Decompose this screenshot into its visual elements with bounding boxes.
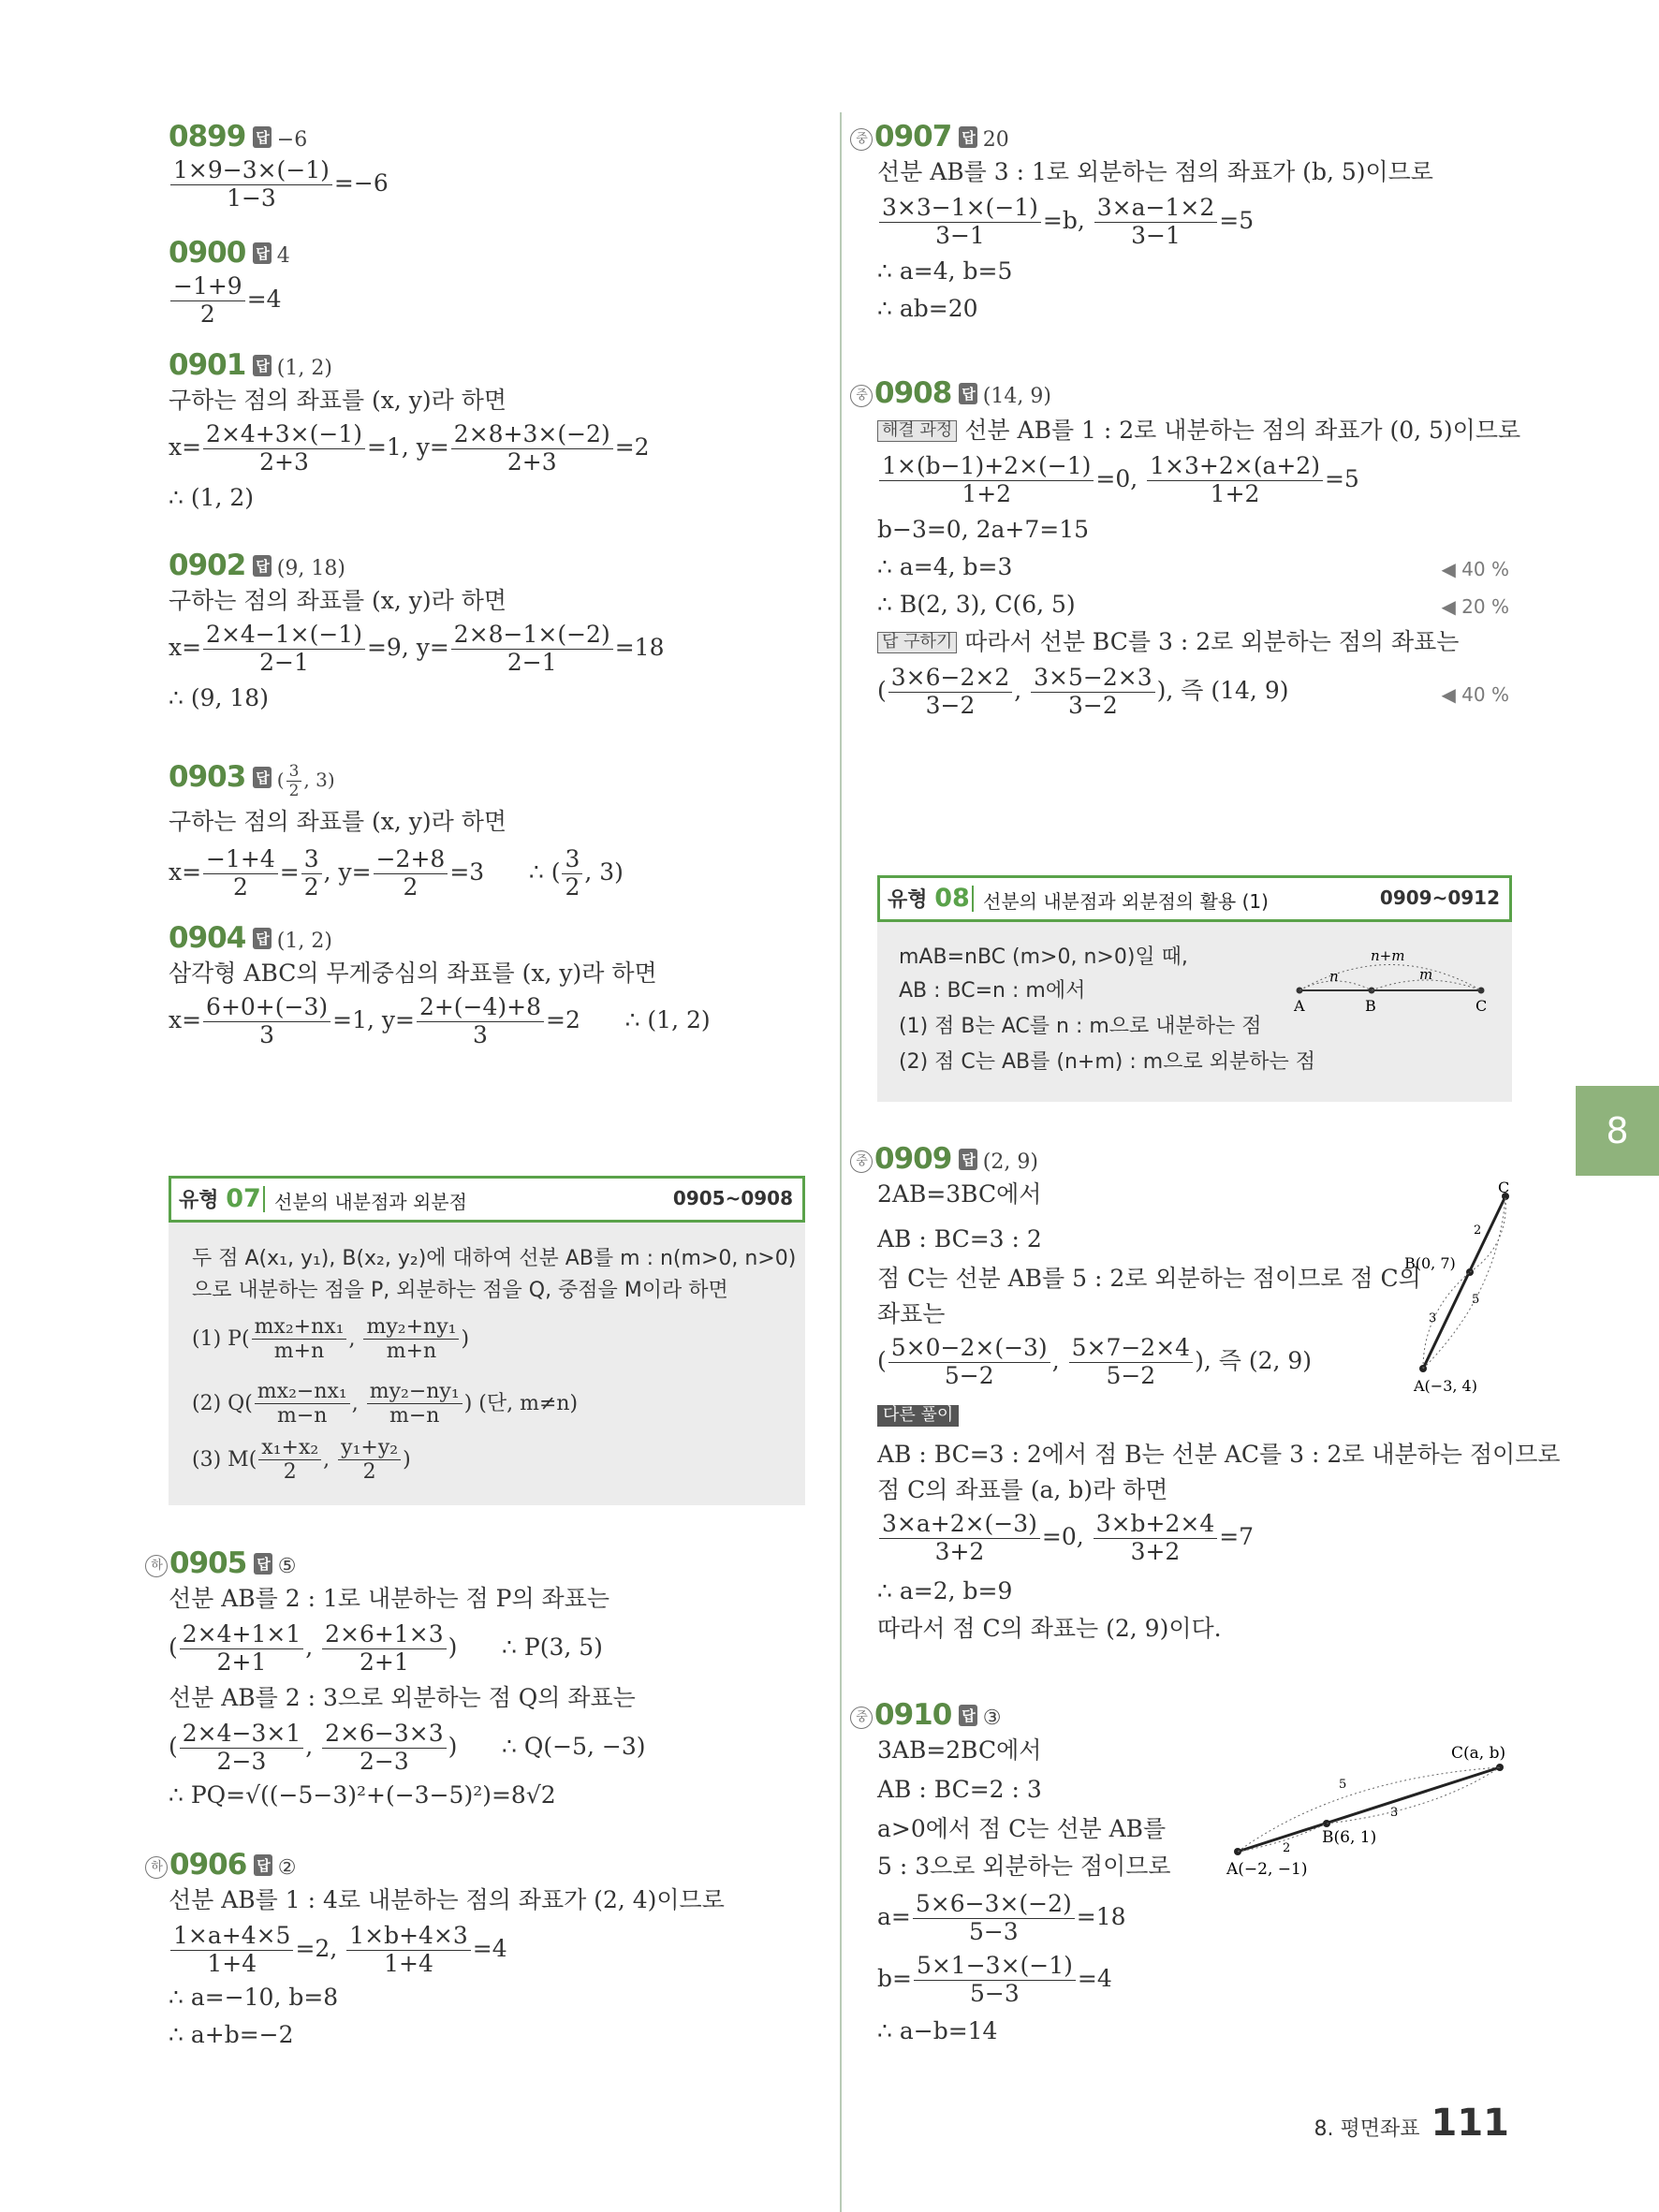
type07-item1: (1) P( $\frac{\text{mx₂+nx₁}}{m+n}$ , $\frac{\text{my₂+ny₁}}{m+n}$ )	[192, 1315, 470, 1364]
type07-item3: (3) M( $\frac{\text{x₁+x₂}}{2}$ , $\frac{\text{y₁+y₂}}{2}$ )	[192, 1436, 411, 1485]
type08-body-line1: mAB=nBC (m>0, n>0)일 때,	[899, 945, 1188, 969]
problem-0910-eq2: b= $\frac{5\times 1-3\times(-1)}{5-3}$ =4	[877, 1952, 1112, 2007]
problem-0910-line4: 5 : 3으로 외분하는 점이므로	[877, 1853, 1171, 1880]
problem-0910-number: 중 0910 답 ③	[850, 1698, 1002, 1732]
problem-0905-line3: ∴ PQ=√((−5−3)²+(−3−5)²)=8√2	[169, 1781, 556, 1809]
problem-0908-line3: ∴ a=4, b=3	[877, 553, 1013, 580]
svg-text:C: C	[1498, 1181, 1510, 1196]
problem-0909-eq2: $\frac{3\times a+2\times(-3)}{3+2}$ =0, $\frac{3\times b+2\times 4}{3+2}$ =7	[877, 1511, 1254, 1566]
problem-0900-number: 0900 답 4	[169, 236, 290, 270]
solution-process-tag: 해결 과정	[877, 420, 957, 442]
problem-0905-line1: 선분 AB를 2 : 1로 내분하는 점 P의 좌표는	[169, 1585, 610, 1612]
problem-0910-line1: 3AB=2BC에서	[877, 1736, 1042, 1764]
problem-0907-number: 중 0907 답 20	[850, 120, 1009, 154]
problem-0907-line2: ∴ a=4, b=5	[877, 257, 1013, 285]
problem-0910-line2: AB : BC=2 : 3	[877, 1776, 1042, 1803]
get-answer-tag: 답 구하기	[877, 632, 957, 653]
svg-text:3: 3	[1390, 1806, 1399, 1820]
problem-0906-eq: $\frac{1\times a+4\times 5}{1+4}$ =2, $\frac{1\times b+4\times 3}{1+4}$ =4	[169, 1923, 507, 1978]
svg-text:m: m	[1419, 966, 1433, 983]
problem-0910-line5: ∴ a−b=14	[877, 2017, 998, 2044]
problem-0908-line4: ∴ B(2, 3), C(6, 5)	[877, 591, 1076, 618]
problem-0905-eq1: ( $\frac{2\times 4+1\times 1}{2+1}$ , $\frac{2\times 6+1\times 3}{2+1}$ ) ∴ P(3, 5)	[169, 1620, 603, 1676]
problem-0904-equation: x= $\frac{6+0+(-3)}{3}$ =1, y= $\frac{2+(-4)+8}{3}$ =2 ∴ (1, 2)	[169, 993, 711, 1048]
problem-0905-number: 하 0905 답 ⑤	[145, 1546, 297, 1580]
problem-0907-line3: ∴ ab=20	[877, 295, 978, 322]
problem-0910-eq1: a= $\frac{5\times 6-3\times(-2)}{5-3}$ =18	[877, 1890, 1126, 1945]
problem-0909-line3: 점 C는 선분 AB를 5 : 2로 외분하는 점이므로 점 C의	[877, 1265, 1421, 1292]
problem-0908-line2: b−3=0, 2a+7=15	[877, 516, 1090, 543]
problem-0909-diagram	[1404, 1181, 1545, 1397]
problem-0908-eq2: ( $\frac{3\times 6-2\times 2}{3-2}$ , $\frac{3\times 5-2\times 3}{3-2}$ ), 즉 (14, 9)	[877, 664, 1289, 719]
svg-text:C: C	[1475, 997, 1488, 1015]
problem-0909-number: 중 0909 답 (2, 9)	[850, 1142, 1038, 1176]
type07-body-line1: 두 점 A(x₁, y₁), B(x₂, y₂)에 대하여 선분 AB를 m : n(m>0, n>0)	[192, 1247, 797, 1270]
svg-text:A(−3, 4): A(−3, 4)	[1414, 1377, 1477, 1395]
type08-header: 유형 08 선분의 내분점과 외분점의 활용 (1) 0909~0912	[877, 875, 1512, 922]
svg-text:A(−2, −1): A(−2, −1)	[1226, 1860, 1308, 1879]
problem-0909-line1: 2AB=3BC에서	[877, 1180, 1042, 1208]
problem-0907-eq: $\frac{3\times 3-1\times(-1)}{3-1}$ =b, $\frac{3\times a-1\times 2}{3-1}$ =5	[877, 195, 1254, 250]
page-number: 111	[1431, 2102, 1509, 2145]
problem-0905-line2: 선분 AB를 2 : 3으로 외분하는 점 Q의 좌표는	[169, 1684, 636, 1711]
problem-0909-line6: AB : BC=3 : 2에서 점 B는 선분 AC를 3 : 2로 내분하는 점이므로	[877, 1441, 1561, 1468]
problem-0900-solution: $\frac{-1+9}{2}$ =4	[169, 273, 282, 329]
problem-0901-text: 구하는 점의 좌표를 (x, y)라 하면	[169, 387, 507, 414]
type07-header: 유형 07 선분의 내분점과 외분점 0905~0908	[169, 1176, 805, 1223]
svg-text:2: 2	[1283, 1841, 1291, 1855]
problem-0907-line1: 선분 AB를 3 : 1로 외분하는 점의 좌표가 (b, 5)이므로	[877, 158, 1433, 185]
svg-text:3: 3	[1429, 1311, 1437, 1326]
type08-title: 선분의 내분점과 외분점의 활용 (1)	[983, 890, 1269, 913]
problem-0899-solution: $\frac{1\times 9-3\times(-1)}{1-3}$ =−6	[169, 157, 389, 212]
problem-0910-diagram	[1217, 1741, 1517, 1891]
problem-0908-eq1: $\frac{1\times(b-1)+2\times(-1)}{1+2}$ =0, $\frac{1\times 3+2\times(a+2)}{1+2}$ =5	[877, 453, 1359, 508]
type07-title: 선분의 내분점과 외분점	[274, 1191, 467, 1213]
type08-segment-diagram	[1283, 944, 1498, 1018]
problem-0909-alt-tag-row	[877, 1402, 966, 1429]
problem-0901-result: ∴ (1, 2)	[169, 484, 255, 511]
problem-0901-equation: x= $\frac{2\times 4+3\times(-1)}{2+3}$ =1, y= $\frac{2\times 8+3\times(-2)}{2+3}$ =2	[169, 420, 650, 476]
page-footer	[1314, 2102, 1510, 2145]
problem-0909-line2: AB : BC=3 : 2	[877, 1225, 1042, 1252]
alternative-solution-tag: 다른 풀이	[877, 1405, 959, 1427]
problem-0909-eq1: ( $\frac{5\times 0-2\times(-3)}{5-2}$ , $\frac{5\times 7-2\times 4}{5-2}$ ), 즉 (2, 9)	[877, 1334, 1313, 1389]
svg-text:2: 2	[1474, 1223, 1482, 1238]
problem-0905-eq2: ( $\frac{2\times 4-3\times 1}{2-3}$ , $\frac{2\times 6-3\times 3}{2-3}$ ) ∴ Q(−5, −3)	[169, 1720, 646, 1775]
problem-0899-number: 0899 답 −6	[169, 120, 308, 154]
problem-0908-line1: 해결 과정 선분 AB를 1 : 2로 내분하는 점의 좌표가 (0, 5)이므로	[877, 417, 1520, 445]
problem-0906-line3: ∴ a+b=−2	[169, 2021, 294, 2048]
problem-0909-line7: 점 C의 좌표를 (a, b)라 하면	[877, 1476, 1168, 1503]
problem-0903-text: 구하는 점의 좌표를 (x, y)라 하면	[169, 808, 507, 835]
problem-0908-number: 중 0908 답 (14, 9)	[850, 376, 1051, 410]
type08-body-line2: AB : BC=n : m에서	[899, 979, 1086, 1003]
svg-text:B: B	[1365, 997, 1376, 1015]
problem-0909-line9: 따라서 점 C의 좌표는 (2, 9)이다.	[877, 1615, 1222, 1642]
svg-text:5: 5	[1472, 1293, 1480, 1307]
problem-0901-number: 0901 답 (1, 2)	[169, 348, 332, 382]
type08-range: 0909~0912	[1379, 886, 1500, 909]
type07-body-line2: 으로 내분하는 점을 P, 외분하는 점을 Q, 중점을 M이라 하면	[192, 1279, 728, 1302]
problem-0902-text: 구하는 점의 좌표를 (x, y)라 하면	[169, 587, 507, 614]
svg-text:n: n	[1329, 968, 1339, 985]
problem-0904-number: 0904 답 (1, 2)	[169, 921, 332, 955]
svg-text:B(0, 7): B(0, 7)	[1404, 1254, 1456, 1272]
svg-text:n+m: n+m	[1371, 947, 1405, 964]
problem-0903-equation: x= $\frac{-1+4}{2}$ = $\frac{3}{2}$ , y= $\frac{-2+8}{2}$ =3 ∴ ( $\frac{3}{2}$ , 3)	[169, 845, 624, 901]
score-20: ◀ 20 %	[1441, 595, 1509, 618]
svg-text:A: A	[1294, 997, 1305, 1015]
column-divider	[840, 112, 842, 2212]
svg-text:B(6, 1): B(6, 1)	[1322, 1828, 1377, 1847]
problem-0902-equation: x= $\frac{2\times 4-1\times(-1)}{2-1}$ =9, y= $\frac{2\times 8-1\times(-2)}{2-1}$ =18	[169, 621, 665, 676]
svg-text:C(a, b): C(a, b)	[1451, 1744, 1506, 1763]
problem-0910-line3: a>0에서 점 C는 선분 AB를	[877, 1815, 1167, 1842]
problem-0903-number: 0903 답 ( $\frac{3}{2}$ , 3)	[169, 760, 335, 800]
problem-0909-line4: 좌표는	[877, 1300, 946, 1327]
problem-0906-line1: 선분 AB를 1 : 4로 내분하는 점의 좌표가 (2, 4)이므로	[169, 1886, 725, 1913]
type08-body-line4: (2) 점 C는 AB를 (n+m) : m으로 외분하는 점	[899, 1050, 1315, 1074]
chapter-side-tab: 8	[1576, 1086, 1659, 1176]
problem-0909-line8: ∴ a=2, b=9	[877, 1577, 1013, 1604]
problem-0902-result: ∴ (9, 18)	[169, 684, 269, 711]
problem-0906-line2: ∴ a=−10, b=8	[169, 1984, 339, 2011]
type07-range: 0905~0908	[672, 1187, 793, 1209]
score-40-2: ◀ 40 %	[1441, 683, 1509, 706]
type08-body-line3: (1) 점 B는 AC를 n : m으로 내분하는 점	[899, 1015, 1262, 1038]
chapter-name: 8. 평면좌표	[1314, 2117, 1420, 2141]
problem-0906-number: 하 0906 답 ②	[145, 1848, 297, 1882]
type07-item2: (2) Q( $\frac{\text{mx₂−nx₁}}{m-n}$ , $\frac{\text{my₂−ny₁}}{m-n}$ ) (단, m≠n)	[192, 1380, 579, 1428]
problem-0902-number: 0902 답 (9, 18)	[169, 549, 345, 582]
problem-0904-text: 삼각형 ABC의 무게중심의 좌표를 (x, y)라 하면	[169, 960, 657, 987]
score-40-1: ◀ 40 %	[1441, 558, 1509, 580]
svg-text:5: 5	[1339, 1778, 1347, 1792]
problem-0908-line5: 답 구하기 따라서 선분 BC를 3 : 2로 외분하는 점의 좌표는	[877, 629, 1459, 656]
